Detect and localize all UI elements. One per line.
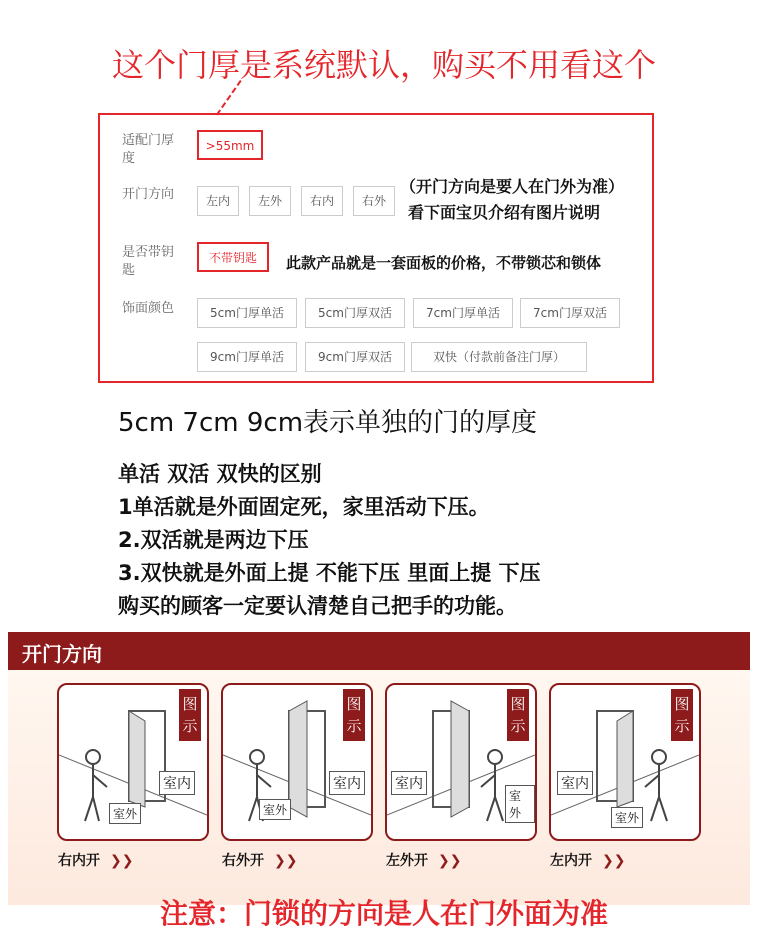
direction-option-left-in[interactable]: 左内 <box>197 186 239 216</box>
diagram-badge: 图示 <box>507 689 529 741</box>
key-note: 此款产品就是一套面板的价格，不带锁芯和锁体 <box>286 254 602 272</box>
explain-line: 2.双活就是两边下压 <box>118 528 309 552</box>
handle-type-explanation <box>118 458 541 623</box>
chevron-right-icon: ❯❯ <box>602 853 626 869</box>
thickness-option[interactable]: >55mm <box>197 130 263 160</box>
explain-line: 购买的顾客一定要认清楚自己把手的功能。 <box>118 594 517 618</box>
color-option-7cm-double[interactable]: 7cm门厚双活 <box>520 298 620 328</box>
chevron-right-icon: ❯❯ <box>438 853 462 869</box>
door-type-caption <box>58 850 133 870</box>
direction-option-right-in[interactable]: 右内 <box>301 186 343 216</box>
color-option-7cm-single[interactable]: 7cm门厚单活 <box>413 298 513 328</box>
color-option-9cm-double[interactable]: 9cm门厚双活 <box>305 342 405 372</box>
outside-label: 室外 <box>259 799 291 820</box>
diagram-badge: 图示 <box>179 689 201 741</box>
direction-option-left-out[interactable]: 左外 <box>249 186 291 216</box>
door-diagram-left-outward <box>385 683 537 841</box>
direction-note-2: 看下面宝贝介绍有图片说明 <box>408 203 601 222</box>
outside-label: 室外 <box>611 807 643 828</box>
door-type-label: 左外开 <box>386 853 428 869</box>
color-option-5cm-single[interactable]: 5cm门厚单活 <box>197 298 297 328</box>
inside-label: 室内 <box>159 771 195 795</box>
section-title: 开门方向 <box>22 642 102 666</box>
key-label: 是否带钥匙 <box>122 245 175 278</box>
door-type-label: 右外开 <box>222 853 264 869</box>
explain-line: 1单活就是外面固定死，家里活动下压。 <box>118 495 490 519</box>
diagram-badge: 图示 <box>343 689 365 741</box>
door-diagram-right-inward <box>57 683 209 841</box>
thickness-label: 适配门厚度 <box>122 133 175 166</box>
chevron-right-icon: ❯❯ <box>274 853 298 869</box>
color-label: 饰面颜色 <box>122 301 175 316</box>
door-type-caption <box>550 850 625 870</box>
chevron-right-icon: ❯❯ <box>110 853 134 869</box>
key-option[interactable]: 不带钥匙 <box>197 242 269 272</box>
door-diagram-left-inward <box>549 683 701 841</box>
outside-label: 室外 <box>109 803 141 824</box>
door-diagram-right-outward <box>221 683 373 841</box>
direction-note-1: （开门方向是要人在门外为准） <box>400 177 625 196</box>
explain-line: 3.双快就是外面上提 不能下压 里面上提 下压 <box>118 561 541 585</box>
thickness-explanation: 5cm 7cm 9cm表示单独的门的厚度 <box>118 408 538 438</box>
diagram-badge: 图示 <box>671 689 693 741</box>
inside-label: 室内 <box>329 771 365 795</box>
color-option-5cm-double[interactable]: 5cm门厚双活 <box>305 298 405 328</box>
door-type-caption <box>386 850 461 870</box>
color-option-double-quick[interactable]: 双快（付款前备注门厚） <box>411 342 587 372</box>
section-band <box>8 632 750 670</box>
color-option-9cm-single[interactable]: 9cm门厚单活 <box>197 342 297 372</box>
inside-label: 室内 <box>391 771 427 795</box>
inside-label: 室内 <box>557 771 593 795</box>
default-thickness-note: 这个门厚是系统默认，购买不用看这个 <box>111 46 656 84</box>
explain-line: 单活 双活 双快的区别 <box>118 462 322 486</box>
lock-direction-warning: 注意：门锁的方向是人在门外面为准 <box>159 897 608 930</box>
outside-label: 室外 <box>505 785 535 823</box>
door-type-caption <box>222 850 297 870</box>
direction-option-right-out[interactable]: 右外 <box>353 186 395 216</box>
door-type-label: 左内开 <box>550 853 592 869</box>
door-type-label: 右内开 <box>58 853 100 869</box>
direction-label: 开门方向 <box>122 187 175 202</box>
